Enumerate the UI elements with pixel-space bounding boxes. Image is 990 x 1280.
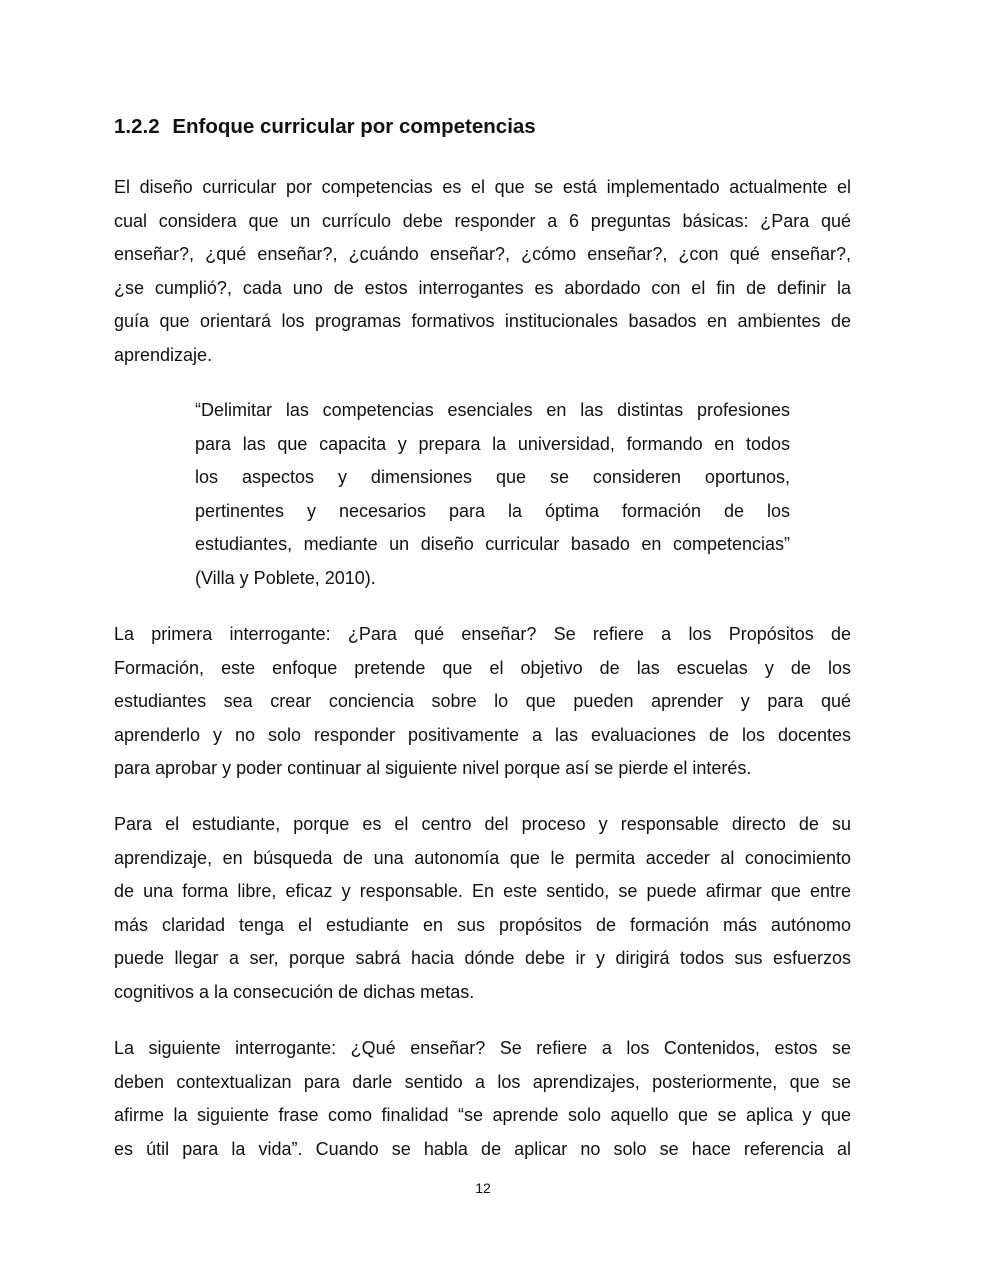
text-line: guía que orientará los programas formativos institucionales basados en ambientes de <box>114 311 851 331</box>
text-line: El diseño curricular por competencias es el que se está implementado actualmente el <box>114 177 851 197</box>
text-line: de una forma libre, eficaz y responsable. En este sentido, se puede afirmar que entre <box>114 881 851 901</box>
page-number: 12 <box>475 1180 491 1196</box>
text-line: Para el estudiante, porque es el centro del proceso y responsable directo de su <box>114 814 851 834</box>
section-number: 1.2.2 <box>114 115 160 138</box>
text-line: aprenderlo y no solo responder positivamente a las evaluaciones de los docentes <box>114 724 851 745</box>
text-line: deben contextualizan para darle sentido a los aprendizajes, posteriormente, que se <box>114 1071 851 1092</box>
text-line: para aprobar y poder continuar al siguiente nivel porque así se pierde el interés. <box>114 758 752 778</box>
text-line: cual considera que un currículo debe responder a 6 preguntas básicas: ¿Para qué <box>114 210 851 231</box>
text-line: “Delimitar las competencias esenciales en las distintas profesiones <box>195 400 790 420</box>
text-line: pertinentes y necesarios para la óptima formación de los <box>195 500 790 521</box>
text-line: enseñar?, ¿qué enseñar?, ¿cuándo enseñar?, ¿cómo enseñar?, ¿con qué enseñar?, <box>114 244 851 264</box>
text-line: (Villa y Poblete, 2010). <box>195 567 376 588</box>
paragraph-first-question <box>114 618 851 786</box>
paragraph-second-question <box>114 1032 851 1166</box>
text-line: los aspectos y dimensiones que se consideren oportunos, <box>195 467 790 487</box>
section-title: Enfoque curricular por competencias <box>172 115 536 138</box>
text-line: estudiantes sea crear conciencia sobre lo que pueden aprender y para qué <box>114 691 851 711</box>
text-line: ¿se cumplió?, cada uno de estos interrogantes es abordado con el fin de definir la <box>114 277 851 298</box>
text-line: afirme la siguiente frase como finalidad “se aprende solo aquello que se aplica y que <box>114 1105 851 1125</box>
text-line: La primera interrogante: ¿Para qué enseñar? Se refiere a los Propósitos de <box>114 624 851 644</box>
text-line: más claridad tenga el estudiante en sus propósitos de formación más autónomo <box>114 914 851 935</box>
text-line: es útil para la vida”. Cuando se habla de aplicar no solo se hace referencia al <box>114 1138 851 1159</box>
section-heading <box>114 115 536 139</box>
text-line: para las que capacita y prepara la universidad, formando en todos <box>195 433 790 454</box>
text-line: La siguiente interrogante: ¿Qué enseñar? Se refiere a los Contenidos, estos se <box>114 1038 851 1058</box>
text-line: puede llegar a ser, porque sabrá hacia dónde debe ir y dirigirá todos sus esfuerzos <box>114 948 851 968</box>
text-line: Formación, este enfoque pretende que el objetivo de las escuelas y de los <box>114 657 851 678</box>
text-line: estudiantes, mediante un diseño curricular basado en competencias” <box>195 534 790 554</box>
text-line: aprendizaje, en búsqueda de una autonomía que le permita acceder al conocimiento <box>114 847 851 868</box>
text-line: cognitivos a la consecución de dichas metas. <box>114 981 475 1002</box>
paragraph-student <box>114 808 851 1009</box>
text-line: aprendizaje. <box>114 344 213 365</box>
block-quote <box>195 394 790 595</box>
paragraph-intro <box>114 171 851 372</box>
